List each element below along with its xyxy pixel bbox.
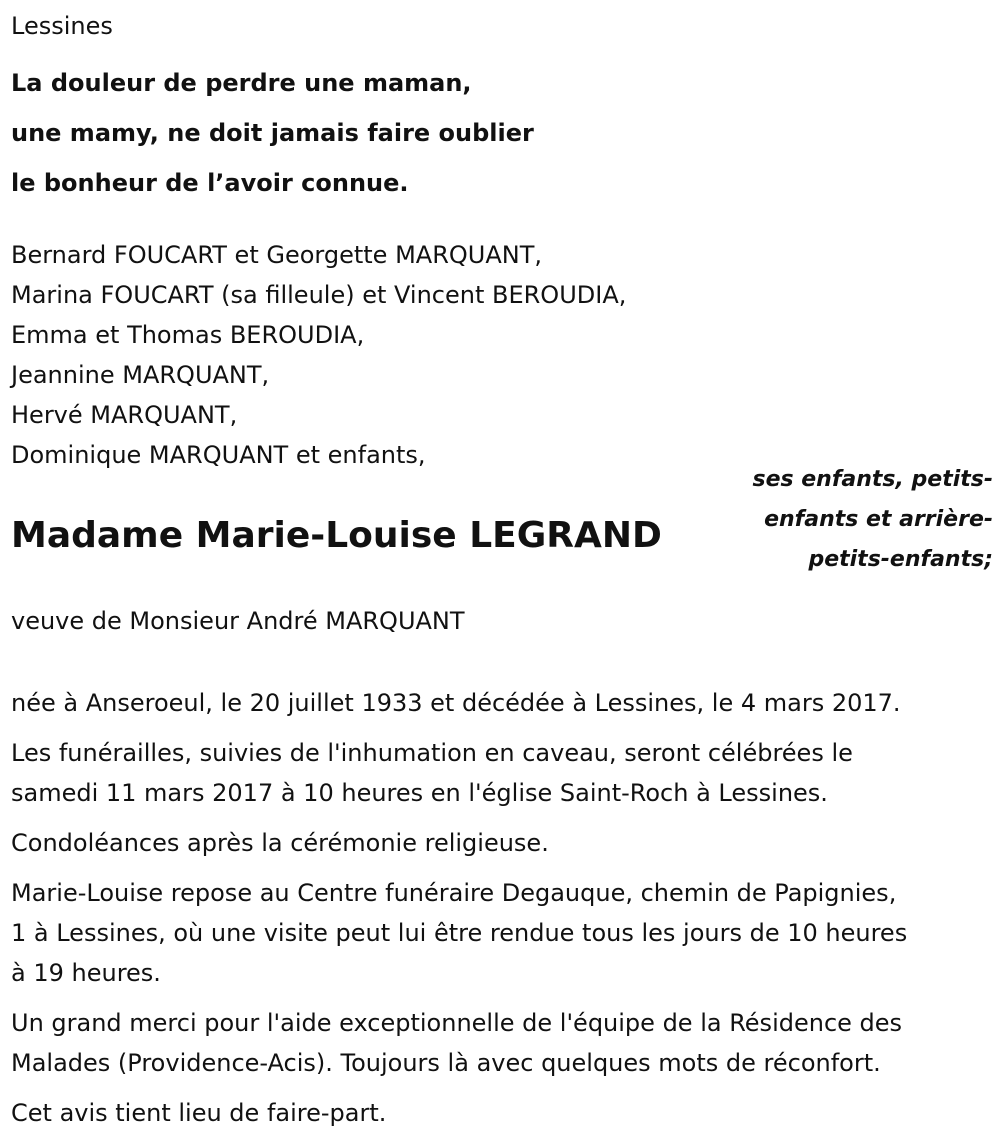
- widow-of: veuve de Monsieur André MARQUANT: [11, 607, 465, 635]
- poem-line: La douleur de perdre une maman,: [11, 69, 472, 97]
- family-member: Dominique MARQUANT et enfants,: [11, 441, 426, 469]
- notice-paragraph: [11, 1093, 993, 1133]
- funeral-paragraph: [11, 733, 993, 813]
- paragraph-line: Les funérailles, suivies de l'inhumation en caveau, seront célébrées le: [11, 739, 853, 767]
- family-member: Marina FOUCART (sa filleule) et Vincent BEROUDIA,: [11, 281, 627, 309]
- paragraph-line: Marie-Louise repose au Centre funéraire Degauque, chemin de Papignies,: [11, 879, 897, 907]
- visitation-paragraph: [11, 873, 993, 993]
- deceased-name: Madame Marie-Louise LEGRAND: [11, 515, 662, 556]
- family-member: Jeannine MARQUANT,: [11, 361, 270, 389]
- poem-line: une mamy, ne doit jamais faire oublier: [11, 119, 534, 147]
- paragraph-line: à 19 heures.: [11, 959, 161, 987]
- relation-line: enfants et arrière-: [764, 507, 993, 532]
- paragraph-line: 1 à Lessines, où une visite peut lui être rendue tous les jours de 10 heures: [11, 919, 908, 947]
- town-name: Lessines: [11, 12, 113, 40]
- birth-death-paragraph: [11, 683, 993, 723]
- condolences-paragraph: [11, 823, 993, 863]
- family-member: Bernard FOUCART et Georgette MARQUANT,: [11, 241, 542, 269]
- paragraph-line: Malades (Providence-Acis). Toujours là avec quelques mots de réconfort.: [11, 1049, 881, 1077]
- notice-body: [11, 683, 993, 1143]
- poem-line: le bonheur de l’avoir connue.: [11, 169, 409, 197]
- family-member: Hervé MARQUANT,: [11, 401, 238, 429]
- paragraph-line: samedi 11 mars 2017 à 10 heures en l'église Saint-Roch à Lessines.: [11, 779, 828, 807]
- paragraph-line: Condoléances après la cérémonie religieuse.: [11, 829, 549, 857]
- relation-line: petits-enfants;: [808, 547, 993, 572]
- obituary-notice: [11, 0, 993, 1145]
- poem-verse: [11, 58, 534, 208]
- thanks-paragraph: [11, 1003, 993, 1083]
- paragraph-line: Cet avis tient lieu de faire-part.: [11, 1099, 387, 1127]
- relation-note: [733, 460, 993, 580]
- paragraph-line: Un grand merci pour l'aide exceptionnelle de l'équipe de la Résidence des: [11, 1009, 903, 1037]
- paragraph-line: née à Anseroeul, le 20 juillet 1933 et décédée à Lessines, le 4 mars 2017.: [11, 689, 901, 717]
- relation-line: ses enfants, petits-: [752, 467, 993, 492]
- family-member: Emma et Thomas BEROUDIA,: [11, 321, 365, 349]
- family-list: [11, 235, 626, 475]
